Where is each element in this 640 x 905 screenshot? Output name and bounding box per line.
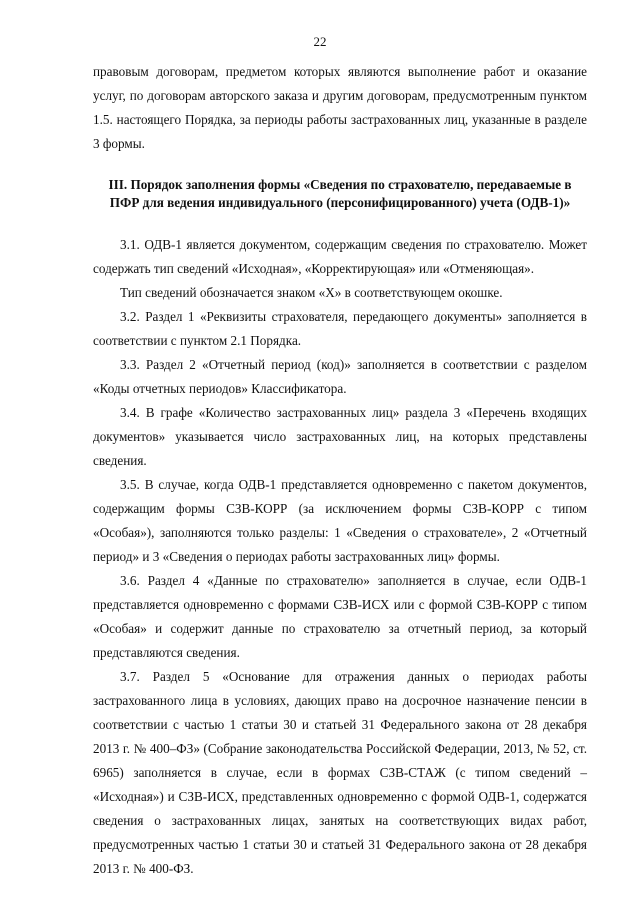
page-number: 22 xyxy=(313,34,327,49)
paragraph-3-3: 3.3. Раздел 2 «Отчетный период (код)» заполняется в соответствии с разделом «Коды отчетных периодов» Классификатора. xyxy=(93,357,587,396)
paragraph-3-6: 3.6. Раздел 4 «Данные по страхователю» заполняется в случае, если ОДВ-1 представляется одновременно с формами СЗВ-ИСХ или с формой СЗВ-КОРР с типом «Особая» и содержит данные по страхователю за отчетный период, за который представляются сведения. xyxy=(93,573,587,660)
section-body xyxy=(93,233,587,881)
paragraph-3-1: 3.1. ОДВ-1 является документом, содержащим сведения по страхователю. Может содержать тип сведений «Исходная», «Корректирующая» или «Отменяющая». xyxy=(93,237,587,276)
paragraph-3-2: 3.2. Раздел 1 «Реквизиты страхователя, передающего документы» заполняется в соответствии с пунктом 2.1 Порядка. xyxy=(93,309,587,348)
paragraph-3-7: 3.7. Раздел 5 «Основание для отражения данных о периодах работы застрахованного лица в условиях, дающих право на досрочное назначение пенсии в соответствии с частью 1 статьи 30 и статьей 31 Федерального закона от 28 декабря 2013 г. № 400–ФЗ» (Собрание законодательства Российской Федерации, 2013, № 52, ст. 6965) заполняется в случае, если в формах СЗВ-СТАЖ (с типом сведений – «Исходная») и СЗВ-ИСХ, представленных одновременно с формой ОДВ-1, содержатся сведения о застрахованных лицах, занятых на соответствующих видах работ, предусмотренных частью 1 статьи 30 и статьей 31 Федерального закона от 28 декабря 2013 г. № 400-ФЗ. xyxy=(93,669,587,876)
continuation-paragraph: правовым договорам, предметом которых являются выполнение работ и оказание услуг, по договорам авторского заказа и другим договорам, предусмотренным пунктом 1.5. настоящего Порядка, за периоды работы застрахованных лиц, указанные в разделе 3 формы. xyxy=(93,64,587,151)
continuation-block xyxy=(93,60,587,156)
paragraph-3-4: 3.4. В графе «Количество застрахованных лиц» раздела 3 «Перечень входящих документов» указывается число застрахованных лиц, на которых представлены сведения. xyxy=(93,405,587,468)
paragraph-3-5: 3.5. В случае, когда ОДВ-1 представляется одновременно с пакетом документов, содержащим формы СЗВ-КОРР (за исключением формы СЗВ-КОРР с типом «Особая»), заполняются только разделы: 1 «Сведения о страхователе», 2 «Отчетный период» и 3 «Сведения о периодах работы застрахованных лиц» формы. xyxy=(93,477,587,564)
paragraph-x-mark-note: Тип сведений обозначается знаком «Х» в соответствующем окошке. xyxy=(120,285,503,300)
section-heading: III. Порядок заполнения формы «Сведения по страхователю, передаваемые в ПФР для ведения индивидуального (персонифицированного) учета (ОДВ-1)» xyxy=(108,177,572,210)
